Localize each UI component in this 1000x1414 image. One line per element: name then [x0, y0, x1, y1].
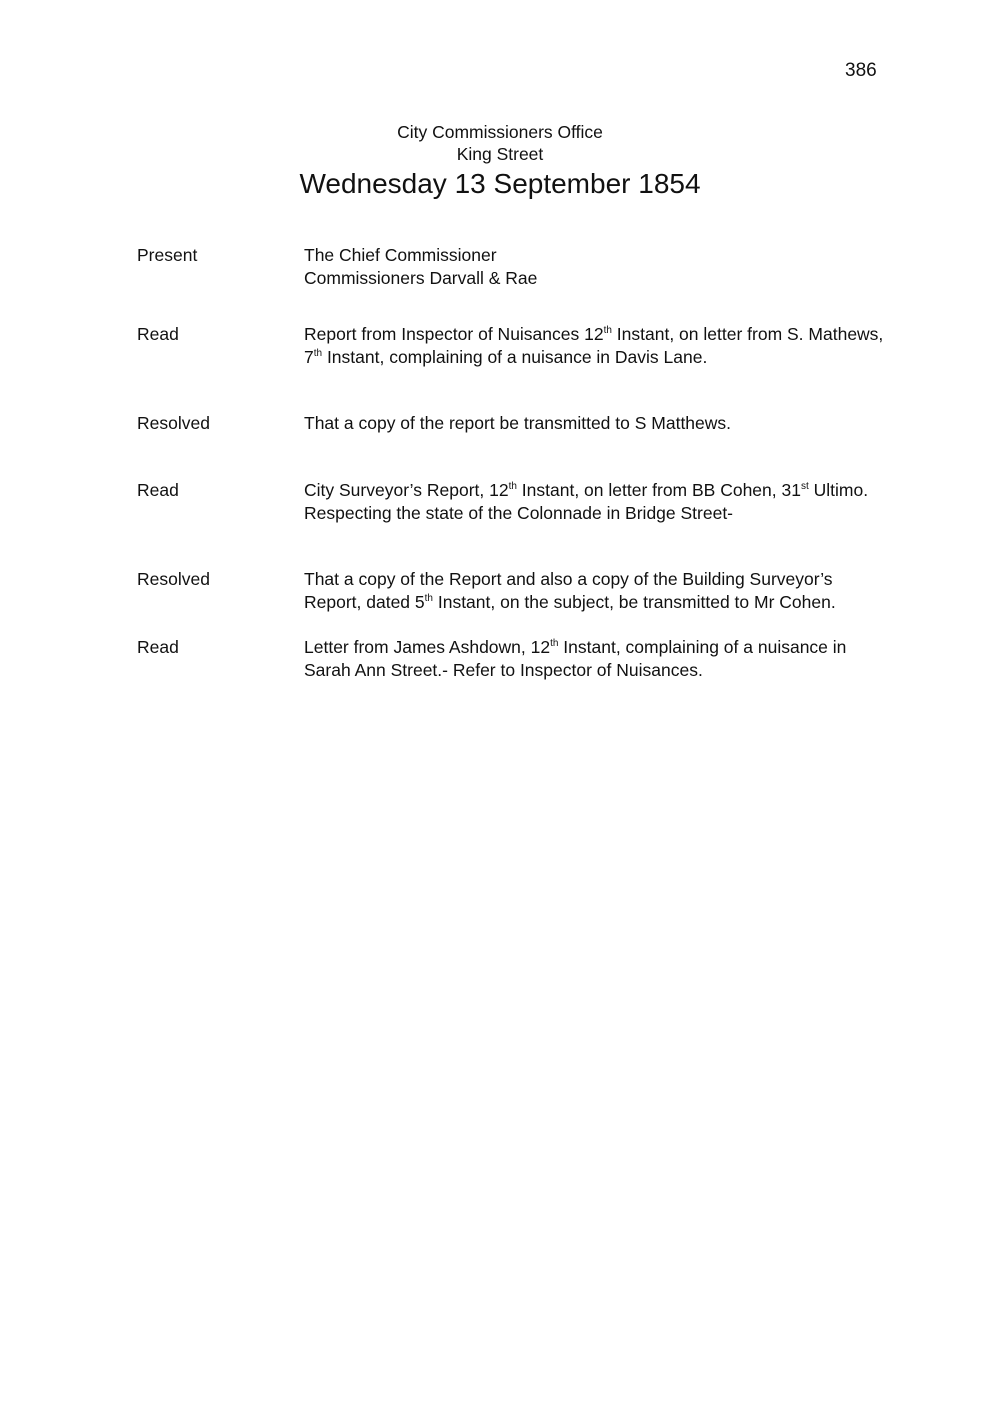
text-segment: Instant, complaining of a nuisance in Davis Lane.	[322, 346, 708, 367]
entry-text	[304, 568, 934, 613]
text-segment: City Surveyor’s Report, 12	[304, 480, 509, 500]
header-block	[0, 121, 1000, 201]
entry-text-line	[304, 479, 934, 502]
entry-label: Read	[137, 637, 179, 657]
text-segment: Instant, on letter from BB Cohen, 31	[516, 480, 801, 500]
entry-text-line	[304, 346, 934, 369]
entry-text	[304, 244, 934, 289]
entry-text-line	[304, 267, 934, 290]
entry-text	[304, 412, 934, 435]
ordinal-suffix: th	[550, 638, 559, 649]
entry-label: Resolved	[137, 413, 210, 433]
entry-text-line	[304, 244, 934, 267]
text-segment: Commissioners Darvall & Rae	[304, 267, 538, 288]
ordinal-suffix: th	[424, 592, 433, 604]
text-segment: 7	[304, 346, 314, 367]
entry-text	[304, 323, 934, 368]
office-street: King Street	[456, 144, 544, 164]
page-number: 386	[845, 60, 877, 81]
entry-text-line	[304, 502, 934, 525]
office-name: City Commissioners Office	[397, 122, 603, 142]
ordinal-suffix: th	[603, 325, 612, 336]
entry-text	[304, 479, 934, 524]
meeting-date: Wednesday 13 September 1854	[299, 168, 701, 199]
ordinal-suffix: th	[508, 481, 517, 492]
text-segment: The Chief Commissioner	[304, 245, 497, 265]
text-segment: Instant, complaining of a nuisance in	[558, 637, 847, 657]
entry-label: Read	[137, 480, 179, 500]
entry-label: Read	[137, 324, 179, 344]
text-segment: That a copy of the report be transmitted to S Matthews.	[304, 413, 732, 433]
ordinal-suffix: st	[800, 481, 809, 492]
text-segment: Letter from James Ashdown, 12	[304, 637, 551, 657]
text-segment: Respecting the state of the Colonnade in Bridge Street-	[304, 502, 734, 523]
entry-text	[304, 636, 934, 681]
text-segment: Instant, on letter from S. Mathews,	[611, 324, 884, 344]
entry-label: Resolved	[137, 569, 210, 589]
text-segment: Sarah Ann Street.- Refer to Inspector of Nuisances.	[304, 659, 703, 680]
text-segment: Report, dated 5	[304, 591, 425, 612]
entry-text-line	[304, 659, 934, 682]
entry-label: Present	[137, 245, 198, 265]
text-segment: Instant, on the subject, be transmitted to Mr Cohen.	[432, 591, 836, 612]
entry-text-line	[304, 591, 934, 614]
text-segment: That a copy of the Report and also a copy of the Building Surveyor’s	[304, 569, 833, 589]
ordinal-suffix: th	[313, 347, 323, 359]
entry-text-line	[304, 636, 934, 659]
text-segment: Ultimo.	[808, 480, 869, 500]
entry-text-line	[304, 412, 934, 435]
entry-text-line	[304, 568, 934, 591]
text-segment: Report from Inspector of Nuisances 12	[304, 324, 604, 344]
entry-text-line	[304, 323, 934, 346]
